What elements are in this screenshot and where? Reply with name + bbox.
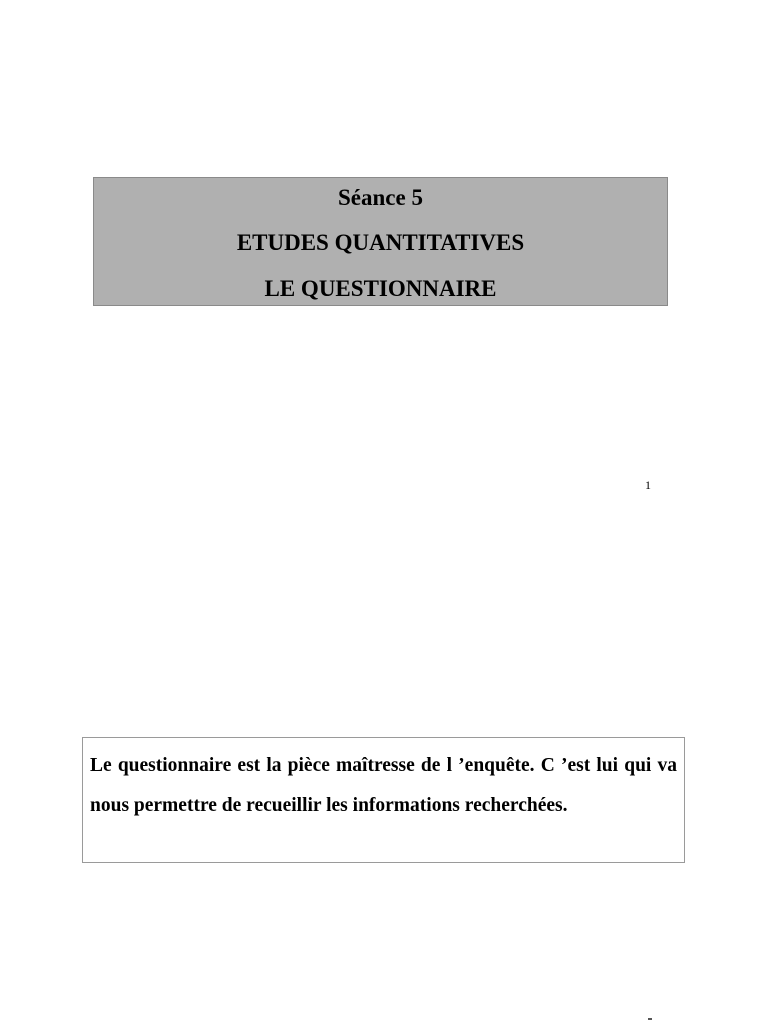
page-number: 1 [645, 478, 651, 492]
section-heading: ETUDES QUANTITATIVES [236, 230, 525, 255]
session-title: Séance 5 [338, 185, 423, 210]
section-subheading: LE QUESTIONNAIRE [264, 276, 497, 301]
definition-box [82, 737, 685, 863]
page-corner-mark [648, 1018, 652, 1020]
definition-text: Le questionnaire est la pièce maîtresse de l ’enquête. C ’est lui qui va nous permettre de recueillir les informations recherchées. [90, 755, 677, 816]
title-box [93, 177, 668, 306]
